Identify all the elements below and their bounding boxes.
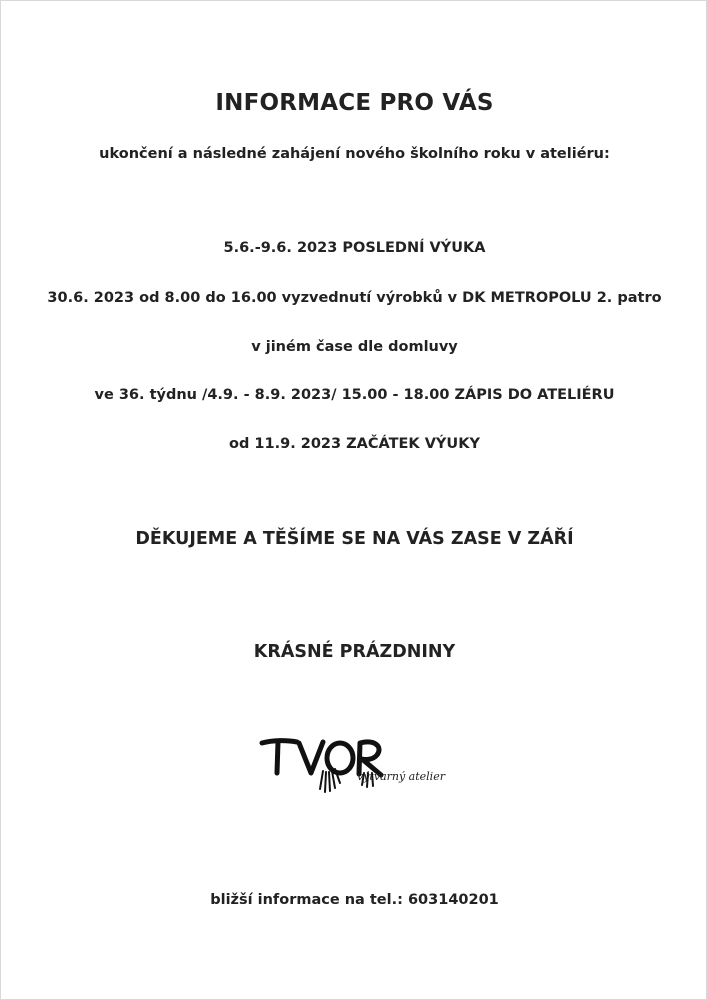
tvor-logo-graphic bbox=[259, 731, 459, 801]
schedule-start: od 11.9. 2023 ZAČÁTEK VÝUKY bbox=[229, 436, 480, 452]
schedule-pickup: 30.6. 2023 od 8.00 do 16.00 vyzvednutí výrobků v DK METROPOLU 2. patro bbox=[47, 290, 662, 306]
subtitle: ukončení a následné zahájení nového školního roku v ateliéru: bbox=[99, 146, 610, 162]
logo-tagline: výtvarný atelier bbox=[357, 770, 445, 783]
tvor-logo bbox=[259, 731, 459, 801]
contact-info: bližší informace na tel.: 603140201 bbox=[210, 892, 499, 908]
page-title: INFORMACE PRO VÁS bbox=[215, 90, 494, 116]
schedule-last-lesson: 5.6.-9.6. 2023 POSLEDNÍ VÝUKA bbox=[223, 240, 486, 256]
schedule-enrollment: ve 36. týdnu /4.9. - 8.9. 2023/ 15.00 - 18.00 ZÁPIS DO ATELIÉRU bbox=[94, 387, 615, 403]
schedule-other-time: v jiném čase dle domluvy bbox=[251, 339, 458, 355]
thanks-message: DĚKUJEME A TĚŠÍME SE NA VÁS ZASE V ZÁŘÍ bbox=[135, 529, 574, 549]
holiday-wish: KRÁSNÉ PRÁZDNINY bbox=[253, 642, 456, 662]
